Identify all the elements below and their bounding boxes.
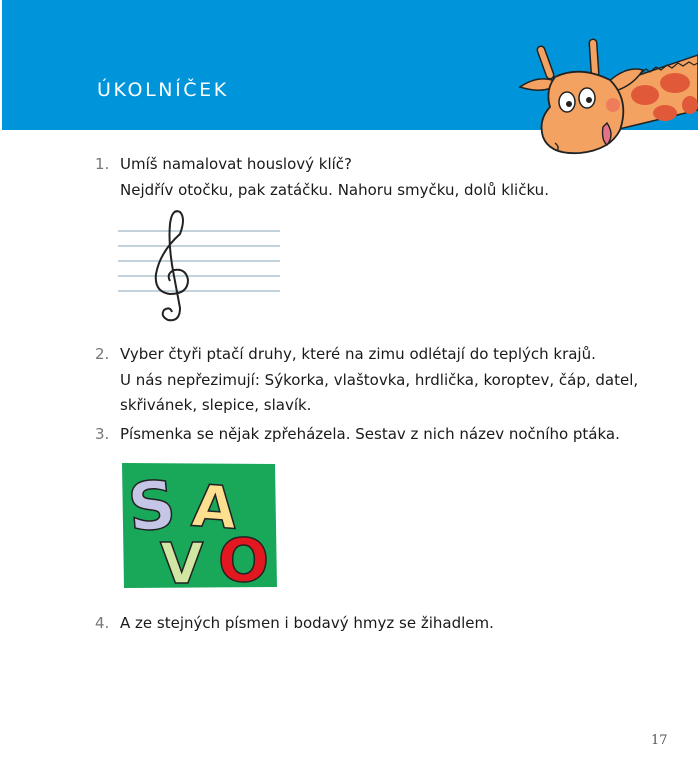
letter-v: V: [160, 532, 204, 591]
task-number: 4.: [95, 614, 110, 632]
letter-o: O: [218, 526, 270, 591]
giraffe-illustration: [505, 35, 698, 160]
task-text: Písmenka se nějak zpřeházela. Sestav z nich název nočního ptáka.: [120, 425, 620, 443]
task-number: 2.: [95, 345, 110, 363]
task-text: A ze stejných písmen i bodavý hmyz se žihadlem.: [120, 614, 494, 632]
task-1: [95, 152, 640, 203]
task-text: skřivánek, slepice, slavík.: [120, 396, 312, 414]
page-number: 17: [651, 733, 668, 748]
task-text: Umíš namalovat houslový klíč?: [120, 155, 353, 173]
scrambled-letters-card: [120, 461, 280, 591]
letter-s: S: [124, 465, 179, 547]
treble-clef-icon: [156, 211, 188, 320]
task-2: [95, 342, 640, 419]
task-4: [95, 611, 640, 637]
task-text: U nás nepřezimují: Sýkorka, vlaštovka, hrdlička, koroptev, čáp, datel,: [120, 370, 639, 389]
task-text: Nejdřív otočku, pak zatáčku. Nahoru smyčku, dolů kličku.: [120, 180, 549, 199]
task-3: [95, 422, 640, 448]
task-number: 1.: [95, 155, 110, 173]
treble-clef-staff: [118, 206, 283, 326]
page-title: ÚKOLNÍČEK: [97, 79, 229, 101]
task-number: 3.: [95, 425, 110, 443]
task-text: Vyber čtyři ptačí druhy, které na zimu odlétají do teplých krajů.: [120, 345, 596, 363]
letter-a: A: [189, 471, 240, 543]
